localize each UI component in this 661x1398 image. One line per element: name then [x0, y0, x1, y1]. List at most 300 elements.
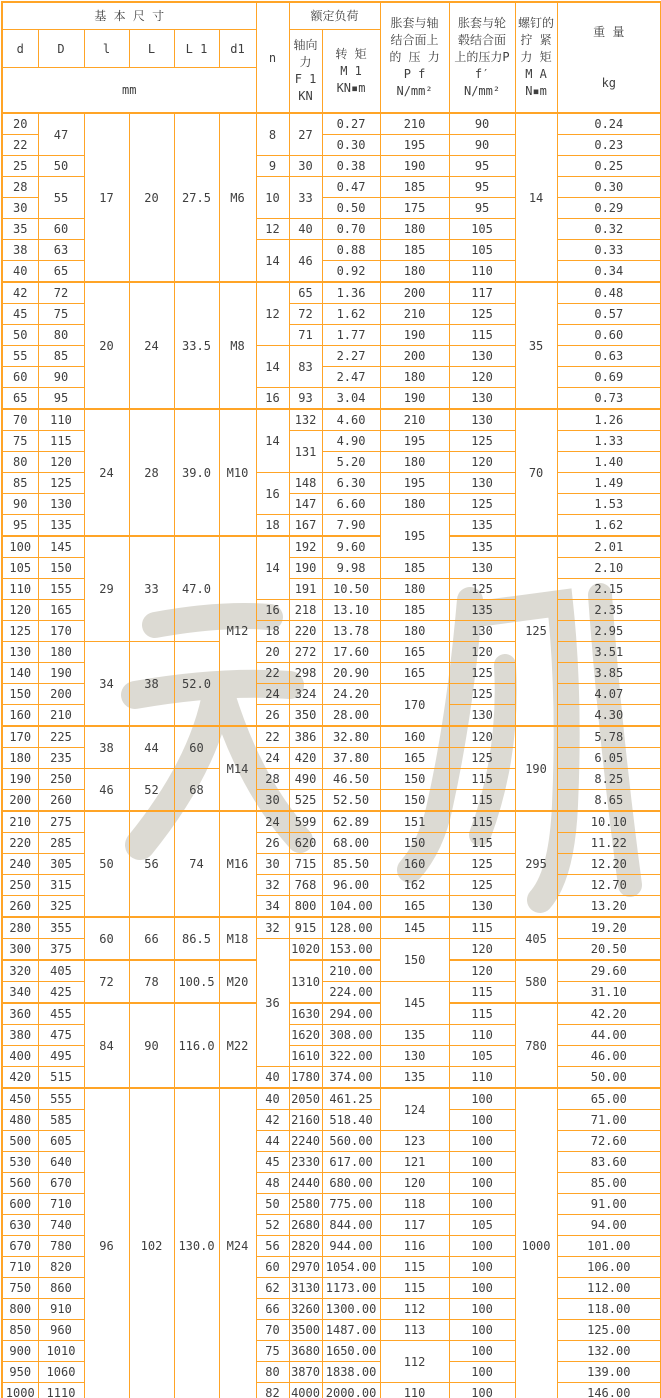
cell-MA: 125 [515, 536, 557, 726]
cell-L: 102 [129, 1088, 174, 1398]
cell-Pf: 165 [380, 748, 449, 769]
cell-F1: 2820 [289, 1236, 322, 1257]
cell-Pf: 210 [380, 113, 449, 135]
cell-F1: 65 [289, 282, 322, 304]
table-row [2, 1088, 661, 1110]
cell-fp: 115 [449, 325, 515, 346]
cell-F1: 620 [289, 833, 322, 854]
cell-Pf: 180 [380, 621, 449, 642]
cell-n: 24 [256, 684, 289, 705]
cell-D: 165 [38, 600, 84, 621]
cell-F1: 272 [289, 642, 322, 663]
cell-F1: 132 [289, 409, 322, 431]
cell-M1: 3.04 [322, 388, 380, 410]
table-row [2, 642, 661, 663]
cell-F1: 4000 [289, 1383, 322, 1398]
cell-d1: M24 [219, 1088, 256, 1398]
cell-M1: 1487.00 [322, 1320, 380, 1341]
cell-l: 24 [84, 409, 129, 536]
cell-d: 950 [2, 1362, 38, 1383]
cell-d: 120 [2, 600, 38, 621]
cell-fp: 115 [449, 790, 515, 812]
cell-d: 450 [2, 1088, 38, 1110]
cell-kg: 42.20 [557, 1003, 661, 1025]
cell-l: 17 [84, 113, 129, 282]
cell-d: 750 [2, 1278, 38, 1299]
cell-d1: M12 [219, 536, 256, 726]
cell-d: 300 [2, 939, 38, 961]
cell-M1: 210.00 [322, 960, 380, 982]
cell-M1: 0.27 [322, 113, 380, 135]
cell-M1: 0.47 [322, 177, 380, 198]
cell-kg: 6.05 [557, 748, 661, 769]
cell-d: 280 [2, 917, 38, 939]
cell-d: 85 [2, 473, 38, 494]
cell-M1: 1054.00 [322, 1257, 380, 1278]
cell-F1: 2440 [289, 1173, 322, 1194]
cell-D: 780 [38, 1236, 84, 1257]
cell-D: 1110 [38, 1383, 84, 1398]
cell-l: 84 [84, 1003, 129, 1088]
cell-D: 65 [38, 261, 84, 283]
cell-d: 70 [2, 409, 38, 431]
cell-kg: 112.00 [557, 1278, 661, 1299]
cell-D: 1010 [38, 1341, 84, 1362]
cell-Pf: 151 [380, 811, 449, 833]
cell-kg: 0.23 [557, 135, 661, 156]
cell-n: 8 [256, 113, 289, 156]
cell-n: 28 [256, 769, 289, 790]
header-axial-force: 轴向 力 F 1 KN [289, 30, 322, 114]
cell-Pf: 210 [380, 304, 449, 325]
cell-fp: 100 [449, 1110, 515, 1131]
cell-M1: 2000.00 [322, 1383, 380, 1398]
cell-d: 900 [2, 1341, 38, 1362]
cell-fp: 120 [449, 642, 515, 663]
cell-kg: 10.10 [557, 811, 661, 833]
cell-d: 100 [2, 536, 38, 558]
cell-F1: 324 [289, 684, 322, 705]
cell-fp: 120 [449, 939, 515, 961]
cell-kg: 8.65 [557, 790, 661, 812]
cell-l: 34 [84, 642, 129, 727]
cell-D: 455 [38, 1003, 84, 1025]
cell-D: 495 [38, 1046, 84, 1067]
cell-d: 50 [2, 325, 38, 346]
cell-kg: 0.34 [557, 261, 661, 283]
cell-d: 560 [2, 1173, 38, 1194]
cell-n: 22 [256, 726, 289, 748]
cell-F1: 2240 [289, 1131, 322, 1152]
cell-F1: 30 [289, 156, 322, 177]
cell-D: 315 [38, 875, 84, 896]
cell-kg: 0.32 [557, 219, 661, 240]
cell-M1: 518.40 [322, 1110, 380, 1131]
cell-n: 30 [256, 854, 289, 875]
cell-fp: 130 [449, 346, 515, 367]
cell-fp: 100 [449, 1320, 515, 1341]
cell-kg: 0.73 [557, 388, 661, 410]
cell-n: 20 [256, 642, 289, 663]
cell-kg: 2.01 [557, 536, 661, 558]
cell-kg: 1.40 [557, 452, 661, 473]
cell-M1: 13.78 [322, 621, 380, 642]
cell-F1: 2580 [289, 1194, 322, 1215]
cell-D: 155 [38, 579, 84, 600]
cell-D: 63 [38, 240, 84, 261]
cell-M1: 104.00 [322, 896, 380, 918]
cell-l: 72 [84, 960, 129, 1003]
cell-MA: 295 [515, 811, 557, 917]
cell-n: 14 [256, 240, 289, 283]
cell-kg: 44.00 [557, 1025, 661, 1046]
cell-D: 210 [38, 705, 84, 727]
cell-L: 44 [129, 726, 174, 769]
cell-Pf: 118 [380, 1194, 449, 1215]
cell-D: 50 [38, 156, 84, 177]
cell-D: 72 [38, 282, 84, 304]
cell-n: 44 [256, 1131, 289, 1152]
cell-L1: 68 [174, 769, 219, 812]
cell-kg: 2.35 [557, 600, 661, 621]
cell-F1: 490 [289, 769, 322, 790]
header-shaft-pressure: 胀套与轴 结合面上 的 压 力 P f N/mm² [380, 2, 449, 113]
cell-Pf: 110 [380, 1383, 449, 1398]
cell-Pf: 180 [380, 452, 449, 473]
cell-D: 640 [38, 1152, 84, 1173]
cell-n: 24 [256, 748, 289, 769]
table-row [2, 960, 661, 982]
cell-M1: 1650.00 [322, 1341, 380, 1362]
cell-F1: 190 [289, 558, 322, 579]
cell-fp: 130 [449, 705, 515, 727]
cell-M1: 2.27 [322, 346, 380, 367]
cell-M1: 1300.00 [322, 1299, 380, 1320]
cell-fp: 105 [449, 1215, 515, 1236]
cell-d: 170 [2, 726, 38, 748]
cell-F1: 2680 [289, 1215, 322, 1236]
cell-d: 30 [2, 198, 38, 219]
cell-MA: 70 [515, 409, 557, 536]
cell-F1: 3130 [289, 1278, 322, 1299]
cell-d: 80 [2, 452, 38, 473]
cell-F1: 131 [289, 431, 322, 473]
cell-D: 425 [38, 982, 84, 1004]
cell-F1: 2160 [289, 1110, 322, 1131]
header-col-L: L [129, 30, 174, 68]
table-row [2, 282, 661, 304]
cell-MA: 780 [515, 1003, 557, 1088]
cell-fp: 125 [449, 663, 515, 684]
cell-fp: 125 [449, 494, 515, 515]
cell-D: 150 [38, 558, 84, 579]
cell-n: 45 [256, 1152, 289, 1173]
cell-fp: 115 [449, 769, 515, 790]
cell-kg: 11.22 [557, 833, 661, 854]
cell-Pf: 180 [380, 579, 449, 600]
cell-kg: 0.69 [557, 367, 661, 388]
cell-fp: 117 [449, 282, 515, 304]
cell-kg: 1.62 [557, 515, 661, 537]
cell-fp: 100 [449, 1278, 515, 1299]
cell-d: 530 [2, 1152, 38, 1173]
cell-d: 340 [2, 982, 38, 1004]
cell-n: 30 [256, 790, 289, 812]
cell-kg: 3.85 [557, 663, 661, 684]
cell-fp: 100 [449, 1131, 515, 1152]
cell-kg: 65.00 [557, 1088, 661, 1110]
cell-M1: 322.00 [322, 1046, 380, 1067]
cell-n: 12 [256, 282, 289, 346]
header-unit-mm: mm [2, 68, 256, 114]
cell-F1: 191 [289, 579, 322, 600]
cell-d: 250 [2, 875, 38, 896]
cell-Pf: 145 [380, 982, 449, 1025]
cell-n: 50 [256, 1194, 289, 1215]
cell-kg: 8.25 [557, 769, 661, 790]
cell-fp: 110 [449, 1025, 515, 1046]
cell-n: 16 [256, 473, 289, 515]
cell-d: 110 [2, 579, 38, 600]
cell-L: 33 [129, 536, 174, 642]
cell-d1: M6 [219, 113, 256, 282]
table-row [2, 1003, 661, 1025]
cell-fp: 125 [449, 431, 515, 452]
cell-kg: 106.00 [557, 1257, 661, 1278]
cell-F1: 71 [289, 325, 322, 346]
cell-F1: 1620 [289, 1025, 322, 1046]
cell-fp: 120 [449, 367, 515, 388]
cell-F1: 800 [289, 896, 322, 918]
cell-kg: 0.24 [557, 113, 661, 135]
cell-M1: 6.30 [322, 473, 380, 494]
cell-M1: 0.30 [322, 135, 380, 156]
cell-MA: 14 [515, 113, 557, 282]
cell-D: 85 [38, 346, 84, 367]
cell-l: 38 [84, 726, 129, 769]
cell-n: 34 [256, 896, 289, 918]
cell-kg: 0.63 [557, 346, 661, 367]
cell-Pf: 135 [380, 1067, 449, 1089]
cell-Pf: 150 [380, 790, 449, 812]
cell-kg: 1.53 [557, 494, 661, 515]
cell-fp: 115 [449, 833, 515, 854]
cell-D: 960 [38, 1320, 84, 1341]
cell-kg: 0.48 [557, 282, 661, 304]
cell-M1: 9.98 [322, 558, 380, 579]
cell-M1: 96.00 [322, 875, 380, 896]
cell-Pf: 180 [380, 219, 449, 240]
cell-d: 95 [2, 515, 38, 537]
cell-n: 82 [256, 1383, 289, 1398]
cell-L: 56 [129, 811, 174, 917]
cell-fp: 100 [449, 1341, 515, 1362]
cell-n: 52 [256, 1215, 289, 1236]
spec-table-body [2, 113, 661, 1398]
cell-d: 850 [2, 1320, 38, 1341]
cell-kg: 118.00 [557, 1299, 661, 1320]
header-col-d1: d1 [219, 30, 256, 68]
cell-Pf: 135 [380, 1025, 449, 1046]
cell-kg: 19.20 [557, 917, 661, 939]
header-torque: 转 矩 M 1 KN▪m [322, 30, 380, 114]
cell-Pf: 180 [380, 367, 449, 388]
cell-d: 125 [2, 621, 38, 642]
cell-F1: 525 [289, 790, 322, 812]
cell-kg: 146.00 [557, 1383, 661, 1398]
cell-fp: 90 [449, 135, 515, 156]
cell-fp: 130 [449, 621, 515, 642]
cell-d: 75 [2, 431, 38, 452]
cell-d: 1000 [2, 1383, 38, 1398]
cell-Pf: 117 [380, 1215, 449, 1236]
cell-L: 38 [129, 642, 174, 727]
cell-F1: 1020 [289, 939, 322, 961]
cell-fp: 125 [449, 748, 515, 769]
spec-table-header [2, 2, 661, 113]
cell-Pf: 116 [380, 1236, 449, 1257]
table-row [2, 113, 661, 135]
cell-l: 50 [84, 811, 129, 917]
cell-Pf: 112 [380, 1341, 449, 1383]
cell-l: 20 [84, 282, 129, 409]
cell-n: 40 [256, 1067, 289, 1089]
cell-D: 820 [38, 1257, 84, 1278]
cell-d: 220 [2, 833, 38, 854]
cell-fp: 100 [449, 1173, 515, 1194]
cell-d: 480 [2, 1110, 38, 1131]
cell-d: 630 [2, 1215, 38, 1236]
cell-F1: 1780 [289, 1067, 322, 1089]
cell-Pf: 150 [380, 833, 449, 854]
cell-D: 325 [38, 896, 84, 918]
cell-l: 96 [84, 1088, 129, 1398]
cell-D: 475 [38, 1025, 84, 1046]
header-basic-dimensions: 基 本 尺 寸 [2, 2, 256, 30]
cell-M1: 10.50 [322, 579, 380, 600]
cell-n: 18 [256, 621, 289, 642]
cell-M1: 9.60 [322, 536, 380, 558]
cell-fp: 110 [449, 261, 515, 283]
cell-n: 66 [256, 1299, 289, 1320]
cell-fp: 105 [449, 1046, 515, 1067]
cell-d: 40 [2, 261, 38, 283]
cell-L: 20 [129, 113, 174, 282]
cell-fp: 100 [449, 1362, 515, 1383]
cell-kg: 13.20 [557, 896, 661, 918]
cell-n: 22 [256, 663, 289, 684]
cell-n: 36 [256, 939, 289, 1067]
cell-d: 45 [2, 304, 38, 325]
cell-M1: 17.60 [322, 642, 380, 663]
cell-L1: 39.0 [174, 409, 219, 536]
cell-kg: 83.60 [557, 1152, 661, 1173]
cell-n: 18 [256, 515, 289, 537]
cell-F1: 148 [289, 473, 322, 494]
table-row [2, 769, 661, 790]
cell-M1: 85.50 [322, 854, 380, 875]
cell-fp: 120 [449, 960, 515, 982]
cell-n: 62 [256, 1278, 289, 1299]
cell-M1: 844.00 [322, 1215, 380, 1236]
cell-d: 670 [2, 1236, 38, 1257]
cell-MA: 405 [515, 917, 557, 960]
cell-D: 710 [38, 1194, 84, 1215]
cell-fp: 130 [449, 896, 515, 918]
cell-M1: 0.88 [322, 240, 380, 261]
cell-M1: 1.36 [322, 282, 380, 304]
cell-D: 110 [38, 409, 84, 431]
cell-Pf: 165 [380, 642, 449, 663]
cell-D: 910 [38, 1299, 84, 1320]
table-row [2, 726, 661, 748]
cell-d1: M8 [219, 282, 256, 409]
cell-Pf: 165 [380, 896, 449, 918]
cell-l: 46 [84, 769, 129, 812]
cell-fp: 110 [449, 1067, 515, 1089]
cell-kg: 20.50 [557, 939, 661, 961]
cell-Pf: 175 [380, 198, 449, 219]
cell-F1: 1610 [289, 1046, 322, 1067]
header-rated-load: 额定负荷 [289, 2, 380, 30]
cell-F1: 72 [289, 304, 322, 325]
cell-n: 10 [256, 177, 289, 219]
cell-MA: 580 [515, 960, 557, 1003]
cell-fp: 95 [449, 198, 515, 219]
cell-MA: 35 [515, 282, 557, 409]
cell-F1: 83 [289, 346, 322, 388]
cell-d: 240 [2, 854, 38, 875]
cell-F1: 167 [289, 515, 322, 537]
cell-fp: 100 [449, 1383, 515, 1398]
cell-d: 65 [2, 388, 38, 410]
cell-d: 360 [2, 1003, 38, 1025]
cell-Pf: 190 [380, 388, 449, 410]
cell-d1: M10 [219, 409, 256, 536]
cell-Pf: 150 [380, 769, 449, 790]
cell-Pf: 195 [380, 135, 449, 156]
cell-n: 32 [256, 917, 289, 939]
cell-n: 60 [256, 1257, 289, 1278]
cell-kg: 0.33 [557, 240, 661, 261]
cell-kg: 85.00 [557, 1173, 661, 1194]
cell-kg: 46.00 [557, 1046, 661, 1067]
cell-kg: 29.60 [557, 960, 661, 982]
cell-Pf: 120 [380, 1173, 449, 1194]
cell-D: 90 [38, 367, 84, 388]
cell-d: 25 [2, 156, 38, 177]
cell-kg: 2.10 [557, 558, 661, 579]
cell-n: 26 [256, 833, 289, 854]
cell-L1: 100.5 [174, 960, 219, 1003]
table-row [2, 536, 661, 558]
cell-Pf: 200 [380, 346, 449, 367]
header-col-L1: L 1 [174, 30, 219, 68]
cell-L: 90 [129, 1003, 174, 1088]
cell-kg: 1.49 [557, 473, 661, 494]
cell-D: 225 [38, 726, 84, 748]
cell-F1: 915 [289, 917, 322, 939]
cell-n: 40 [256, 1088, 289, 1110]
cell-D: 170 [38, 621, 84, 642]
cell-fp: 125 [449, 854, 515, 875]
cell-D: 585 [38, 1110, 84, 1131]
cell-F1: 768 [289, 875, 322, 896]
cell-M1: 944.00 [322, 1236, 380, 1257]
cell-F1: 715 [289, 854, 322, 875]
cell-M1: 775.00 [322, 1194, 380, 1215]
cell-n: 16 [256, 388, 289, 410]
